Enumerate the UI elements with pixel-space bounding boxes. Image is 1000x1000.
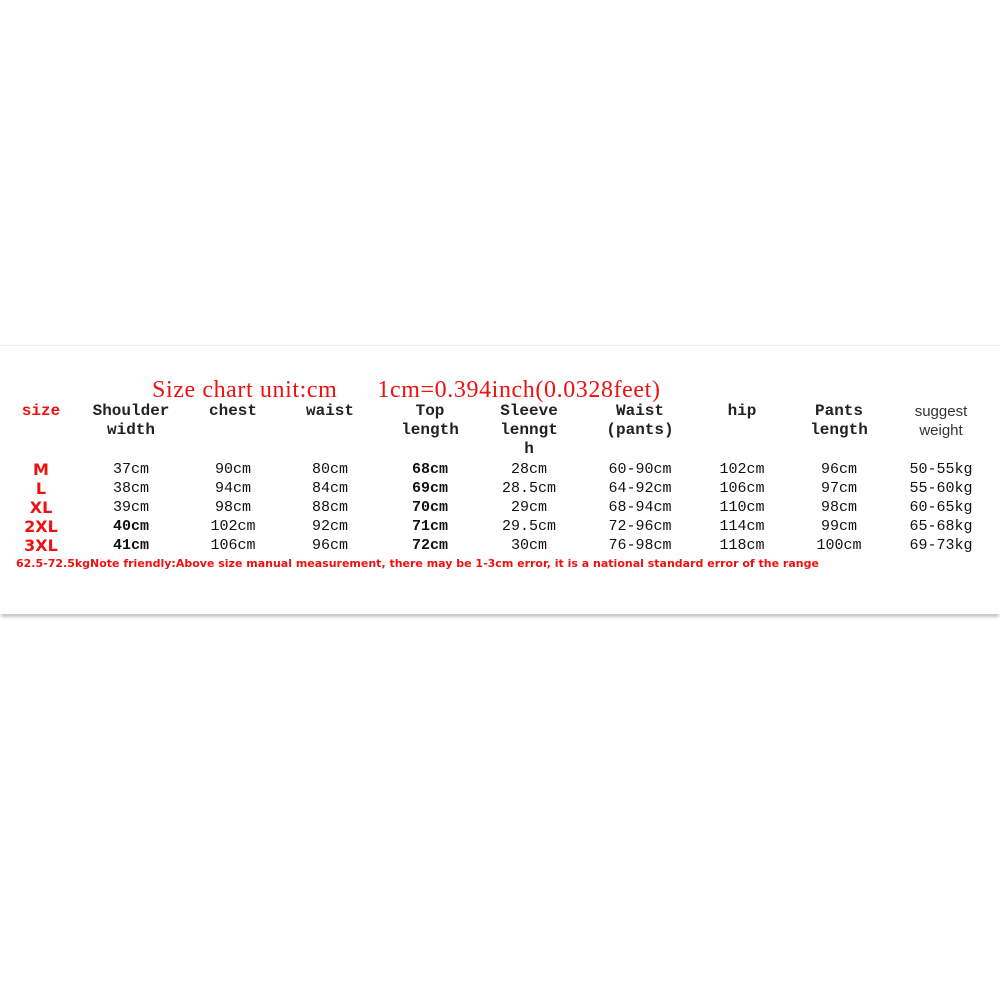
- weight-cell: 69-73kg: [909, 537, 973, 554]
- size-cell: M: [33, 460, 49, 479]
- shoulder-cell: 40cm: [112, 518, 149, 535]
- header-suggest-weight: suggest weight: [914, 403, 968, 439]
- weight-cell: 50-55kg: [909, 461, 973, 478]
- hip-cell: 114cm: [719, 518, 765, 535]
- table-row: [12, 517, 992, 536]
- size-chart-card: [0, 345, 1000, 614]
- hip-cell: 106cm: [719, 480, 765, 497]
- table-header-row: [12, 402, 992, 460]
- table-row: [12, 460, 992, 479]
- header-sleeve-length: Sleeve lenngt h: [500, 402, 558, 458]
- waist-pants-cell: 72-96cm: [608, 518, 672, 535]
- waist-cell: 84cm: [311, 480, 348, 497]
- top-length-cell: 71cm: [411, 518, 448, 535]
- chest-cell: 106cm: [210, 537, 256, 554]
- measurement-note: 62.5-72.5kgNote friendly:Above size manual measurement, there may be 1-3cm error, it is a national standard error of the range: [16, 557, 819, 570]
- pants-length-cell: 97cm: [820, 480, 857, 497]
- sleeve-cell: 29.5cm: [501, 518, 556, 535]
- pants-length-cell: 99cm: [820, 518, 857, 535]
- waist-cell: 88cm: [311, 499, 348, 516]
- header-size: size: [21, 402, 61, 420]
- waist-cell: 92cm: [311, 518, 348, 535]
- hip-cell: 110cm: [719, 499, 765, 516]
- chest-cell: 98cm: [214, 499, 251, 516]
- top-length-cell: 68cm: [411, 461, 448, 478]
- hip-cell: 102cm: [719, 461, 765, 478]
- table-row: [12, 479, 992, 498]
- header-pants-length: Pants length: [810, 402, 868, 439]
- size-table: [12, 402, 992, 555]
- shoulder-cell: 39cm: [112, 499, 149, 516]
- header-top-length: Top length: [401, 402, 459, 439]
- weight-cell: 65-68kg: [909, 518, 973, 535]
- header-hip: hip: [727, 402, 757, 420]
- top-length-cell: 69cm: [411, 480, 448, 497]
- top-length-cell: 72cm: [411, 537, 448, 554]
- size-cell: XL: [29, 498, 53, 517]
- chest-cell: 94cm: [214, 480, 251, 497]
- pants-length-cell: 98cm: [820, 499, 857, 516]
- waist-pants-cell: 68-94cm: [608, 499, 672, 516]
- title-main: Size chart unit:cm: [152, 377, 338, 403]
- waist-pants-cell: 76-98cm: [608, 537, 672, 554]
- header-waist: waist: [305, 402, 354, 420]
- header-shoulder-width: Shoulder width: [92, 402, 170, 439]
- waist-cell: 96cm: [311, 537, 348, 554]
- hip-cell: 118cm: [719, 537, 765, 554]
- header-waist-pants: Waist (pants): [606, 402, 674, 439]
- chest-cell: 102cm: [210, 518, 256, 535]
- sleeve-cell: 29cm: [510, 499, 547, 516]
- sleeve-cell: 28cm: [510, 461, 547, 478]
- shoulder-cell: 38cm: [112, 480, 149, 497]
- title-conversion: 1cm=0.394inch(0.0328feet): [377, 377, 661, 403]
- pants-length-cell: 100cm: [816, 537, 862, 554]
- waist-cell: 80cm: [311, 461, 348, 478]
- weight-cell: 60-65kg: [909, 499, 973, 516]
- size-cell: L: [35, 479, 47, 498]
- size-cell: 2XL: [24, 517, 58, 536]
- size-chart-title: [152, 376, 661, 404]
- header-chest: chest: [208, 402, 257, 420]
- sleeve-cell: 28.5cm: [501, 480, 556, 497]
- waist-pants-cell: 60-90cm: [608, 461, 672, 478]
- top-length-cell: 70cm: [411, 499, 448, 516]
- shoulder-cell: 41cm: [112, 537, 149, 554]
- pants-length-cell: 96cm: [820, 461, 857, 478]
- table-row: [12, 498, 992, 517]
- shoulder-cell: 37cm: [112, 461, 149, 478]
- size-cell: 3XL: [24, 536, 58, 555]
- chest-cell: 90cm: [214, 461, 251, 478]
- sleeve-cell: 30cm: [510, 537, 547, 554]
- table-row: [12, 536, 992, 555]
- weight-cell: 55-60kg: [909, 480, 973, 497]
- waist-pants-cell: 64-92cm: [608, 480, 672, 497]
